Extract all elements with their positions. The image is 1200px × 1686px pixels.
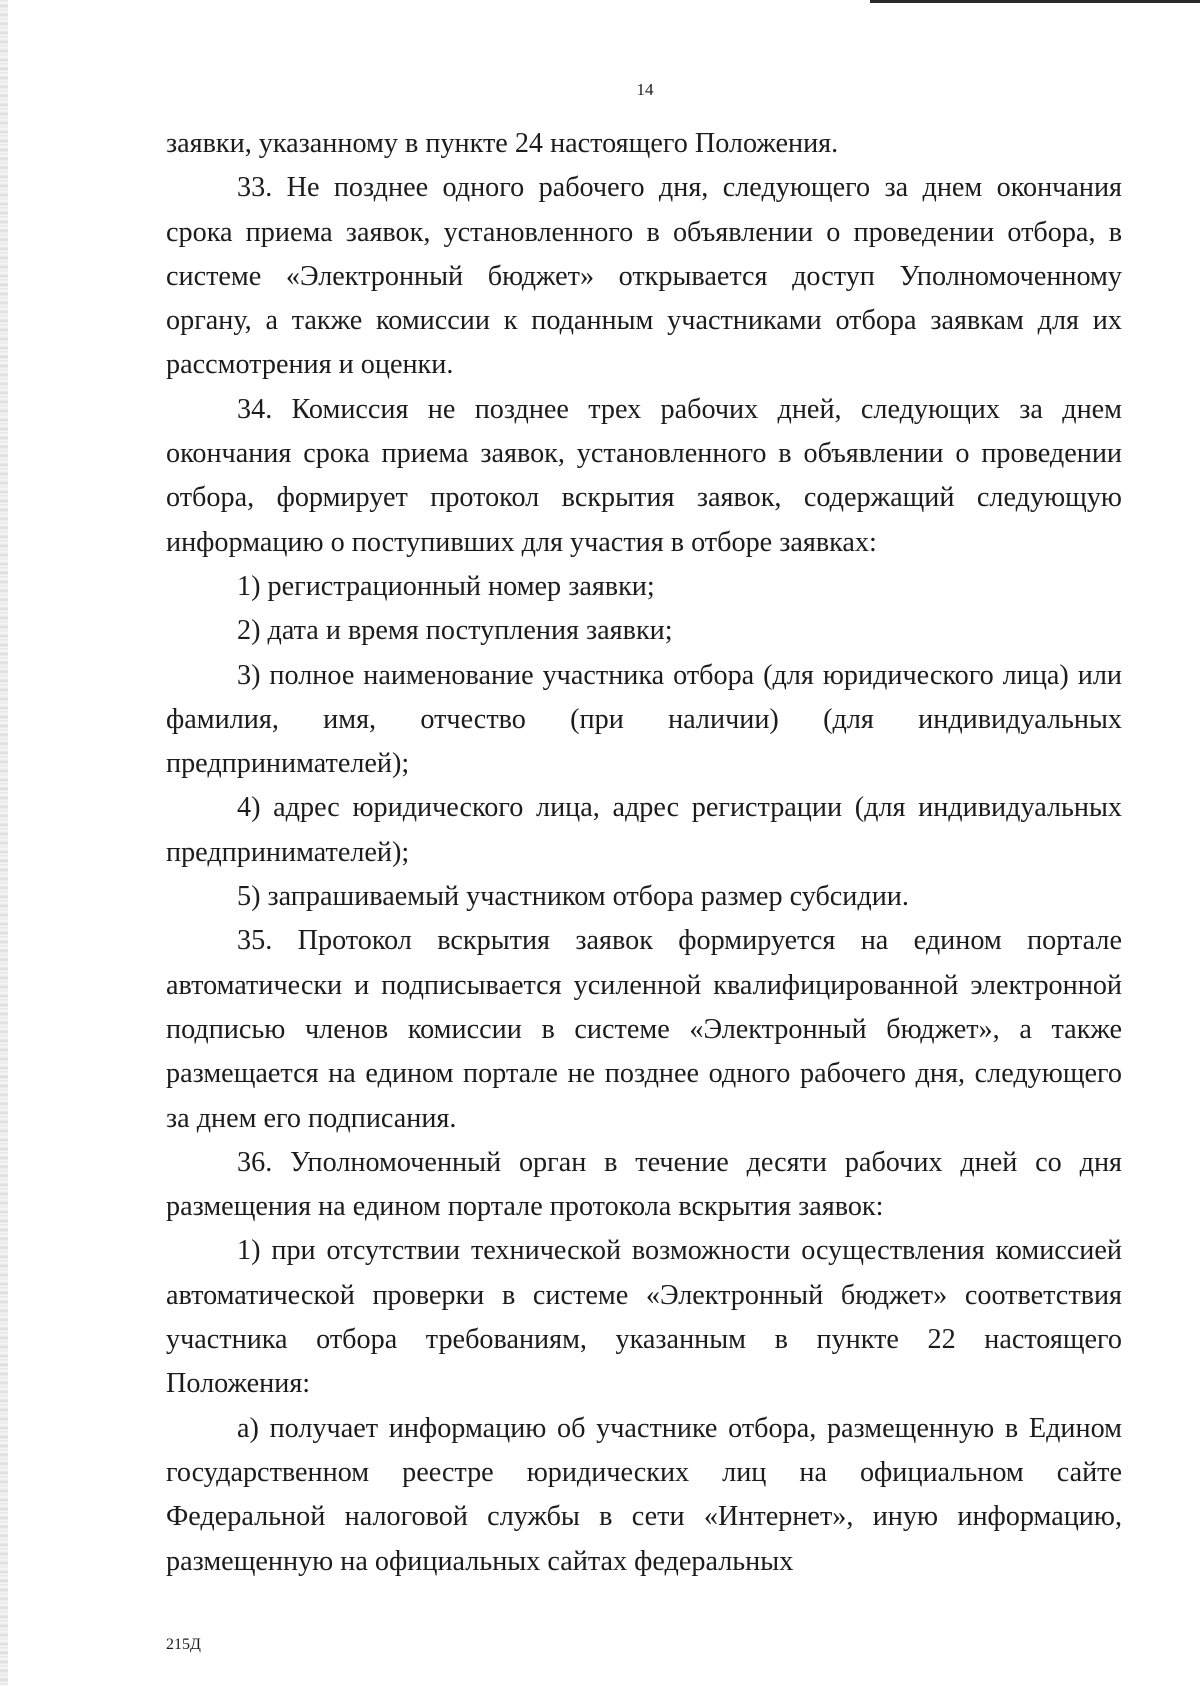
scan-left-edge [0, 0, 8, 1686]
list-item-2: 2) дата и время поступления заявки; [237, 615, 673, 647]
paragraph-continuation: заявки, указанному в пункте 24 настоящего Положения. [166, 128, 839, 159]
paragraph-36-subitem-a: а) получает информацию об участнике отбора, размещенную в Едином государственном реестре юридических лиц на официальном сайте Федеральной налоговой службы в сети «Интернет», иную информацию, размещенную на официальных сайтах федеральных [166, 1412, 1122, 1577]
page-number: 14 [636, 80, 654, 99]
paragraph-34: 34. Комиссия не позднее трех рабочих дней, следующих за днем окончания срока приема заявок, установленного в объявлении о проведении отбора, формирует протокол вскрытия заявок, содержащий следующую информацию о поступивших для участия в отборе заявках: [166, 393, 1122, 558]
list-item-5: 5) запрашиваемый участником отбора размер субсидии. [237, 881, 909, 913]
scan-top-edge [870, 0, 1200, 3]
paragraph-33: 33. Не позднее одного рабочего дня, следующего за днем окончания срока приема заявок, установленного в объявлении о проведении отбора, в системе «Электронный бюджет» открывается доступ Уполномоченному органу, а также комиссии к поданным участниками отбора заявкам для их рассмотрения и оценки. [166, 172, 1122, 381]
list-item-3: 3) полное наименование участника отбора (для юридического лица) или фамилия, имя, отчество (при наличии) (для индивидуальных предпринимателей); [166, 659, 1122, 780]
document-body [166, 122, 1122, 1584]
paragraph-36-item-1: 1) при отсутствии технической возможности осуществления комиссией автоматической проверки в системе «Электронный бюджет» соответствия участника отбора требованиям, указанным в пункте 22 настоящего Положения: [166, 1235, 1122, 1400]
paragraph-36: 36. Уполномоченный орган в течение десяти рабочих дней со дня размещения на едином портале протокола вскрытия заявок: [166, 1146, 1122, 1223]
footer-code: 215Д [166, 1636, 201, 1653]
list-item-4: 4) адрес юридического лица, адрес регистрации (для индивидуальных предпринимателей); [166, 792, 1122, 868]
paragraph-35: 35. Протокол вскрытия заявок формируется на едином портале автоматически и подписывается усиленной квалифицированной электронной подписью членов комиссии в системе «Электронный бюджет», а также размещается на едином портале не позднее одного рабочего дня, следующего за днем его подписания. [166, 925, 1122, 1134]
list-item-1: 1) регистрационный номер заявки; [237, 570, 655, 602]
